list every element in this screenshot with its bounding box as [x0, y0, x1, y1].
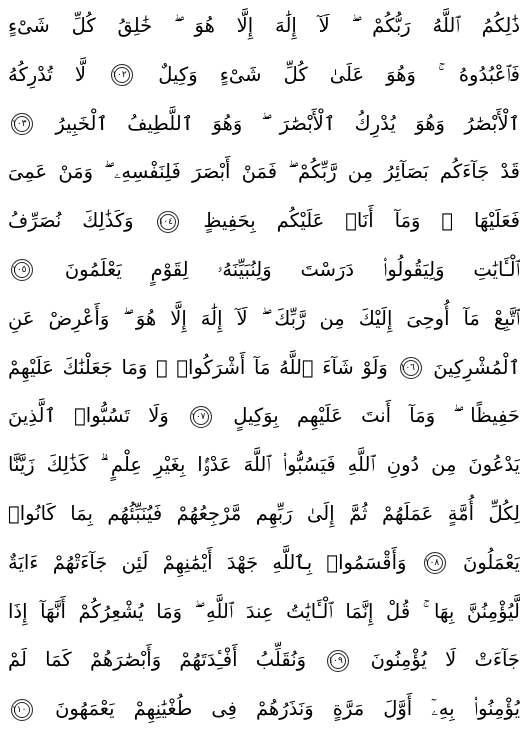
- verse-text: يُؤْمِنُوا۟ بِهِۦٓ أَوَّلَ مَرَّةٍ وَنَذَرُهُمْ فِى طُغْيَٰنِهِمْ يَعْمَهُونَ: [55, 697, 520, 721]
- verse-text: فَٱعْبُدُوهُ ۚ وَهُوَ عَلَىٰ كُلِّ شَىْءٍ وَكِيلٌ: [158, 62, 520, 86]
- verse-text: لِكُلِّ أُمَّةٍ عَمَلَهُمْ ثُمَّ إِلَىٰ رَبِّهِم مَّرْجِعُهُمْ فَيُنَبِّئُهُم بِمَا كَانُوا۟: [8, 501, 520, 525]
- text-line-6: [8, 246, 520, 295]
- verse-text: ٱتَّبِعْ مَآ أُوحِىَ إِلَيْكَ مِن رَّبِّكَ ۖ لَآ إِلَٰهَ إِلَّا هُوَ ۖ وَأَعْرِضْ عَنِ: [8, 306, 520, 330]
- verse-text: حَفِيظًا ۖ وَمَآ أَنتَ عَلَيْهِم بِوَكِيلٍ: [233, 404, 520, 428]
- verse-text: ٱلْـَٔايَٰتِ وَلِيَقُولُوا۟ دَرَسْتَ وَلِنُبَيِّنَهُۥ لِقَوْمٍ يَعْلَمُونَ: [64, 257, 520, 281]
- ayah-number-marker: ١٠٨: [424, 552, 446, 574]
- text-line-5: [8, 197, 520, 246]
- verse-text: فَعَلَيْهَا ۚ وَمَآ أَنَا۠ عَلَيْكُم بِحَفِيظٍ: [203, 209, 520, 233]
- verse-text: قَدْ جَآءَكُم بَصَآئِرُ مِن رَّبِّكُمْ ۖ فَمَنْ أَبْصَرَ فَلِنَفْسِهِۦ ۖ وَمَنْ عَمِىَ: [8, 160, 520, 184]
- text-line-3: [8, 100, 520, 149]
- text-line-2: [8, 51, 520, 100]
- text-line-9: [8, 392, 520, 441]
- ayah-number-marker: ١٠٢: [111, 64, 133, 86]
- verse-text: وَأَقْسَمُوا۟ بِٱللَّهِ جَهْدَ أَيْمَٰنِهِمْ لَئِن جَآءَتْهُمْ ءَايَةٌ: [8, 550, 407, 574]
- text-line-14: [8, 636, 520, 685]
- text-line-12: [8, 539, 520, 588]
- ayah-number-marker: ١١٠: [11, 699, 33, 721]
- ayah-number-marker: ١٠٩: [327, 650, 349, 672]
- verse-text: يَدْعُونَ مِن دُونِ ٱللَّهِ فَيَسُبُّوا۟ ٱللَّهَ عَدْوًۢا بِغَيْرِ عِلْمٍ ۗ كَذَٰلِكَ زَيَّنَّا: [8, 453, 520, 477]
- text-line-10: [8, 441, 520, 490]
- verse-text: ذَٰلِكُمُ ٱللَّهُ رَبُّكُمْ ۖ لَآ إِلَٰهَ إِلَّا هُوَ ۖ خَٰلِقُ كُلِّ شَىْءٍ: [8, 14, 520, 37]
- verse-text: ٱلْأَبْصَٰرُ وَهُوَ يُدْرِكُ ٱلْأَبْصَٰرَ ۖ وَهُوَ ٱللَّطِيفُ ٱلْخَبِيرُ: [55, 111, 520, 135]
- verse-text: ٱلْمُشْرِكِينَ: [433, 355, 520, 379]
- ayah-number-marker: ١٠٣: [11, 113, 33, 135]
- text-line-7: [8, 295, 520, 344]
- text-line-8: [8, 344, 520, 393]
- verse-text: وَنُقَلِّبُ أَفْـِٔدَتَهُمْ وَأَبْصَٰرَهُمْ كَمَا لَمْ: [8, 648, 307, 672]
- verse-text: وَكَذَٰلِكَ نُصَرِّفُ: [8, 209, 134, 233]
- verse-text: وَلَوْ شَآءَ ٱللَّهُ مَآ أَشْرَكُوا۟ ۗ وَمَا جَعَلْنَٰكَ عَلَيْهِمْ: [8, 355, 388, 379]
- text-line-15: [8, 685, 520, 734]
- verse-text: لَّا تُدْرِكُهُ: [8, 62, 87, 86]
- text-line-13: [8, 588, 520, 637]
- verse-text: وَلَا تَسُبُّوا۟ ٱلَّذِينَ: [8, 404, 169, 428]
- verse-text: جَآءَتْ لَا يُؤْمِنُونَ: [370, 648, 520, 672]
- text-line-4: [8, 148, 520, 197]
- ayah-number-marker: ١٠٦: [400, 357, 422, 379]
- text-line-11: [8, 490, 520, 539]
- ayah-number-marker: ١٠٧: [190, 406, 212, 428]
- verse-text: يَعْمَلُونَ: [463, 550, 520, 574]
- verse-text: لَّيُؤْمِنُنَّ بِهَا ۚ قُلْ إِنَّمَا ٱلْـَٔايَٰتُ عِندَ ٱللَّهِ ۖ وَمَا يُشْعِرُكُمْ أَنَّهَآ إِذَا: [8, 599, 520, 623]
- ayah-number-marker: ١٠٥: [11, 259, 33, 281]
- text-line-1: [8, 2, 520, 51]
- ayah-number-marker: ١٠٤: [157, 211, 179, 233]
